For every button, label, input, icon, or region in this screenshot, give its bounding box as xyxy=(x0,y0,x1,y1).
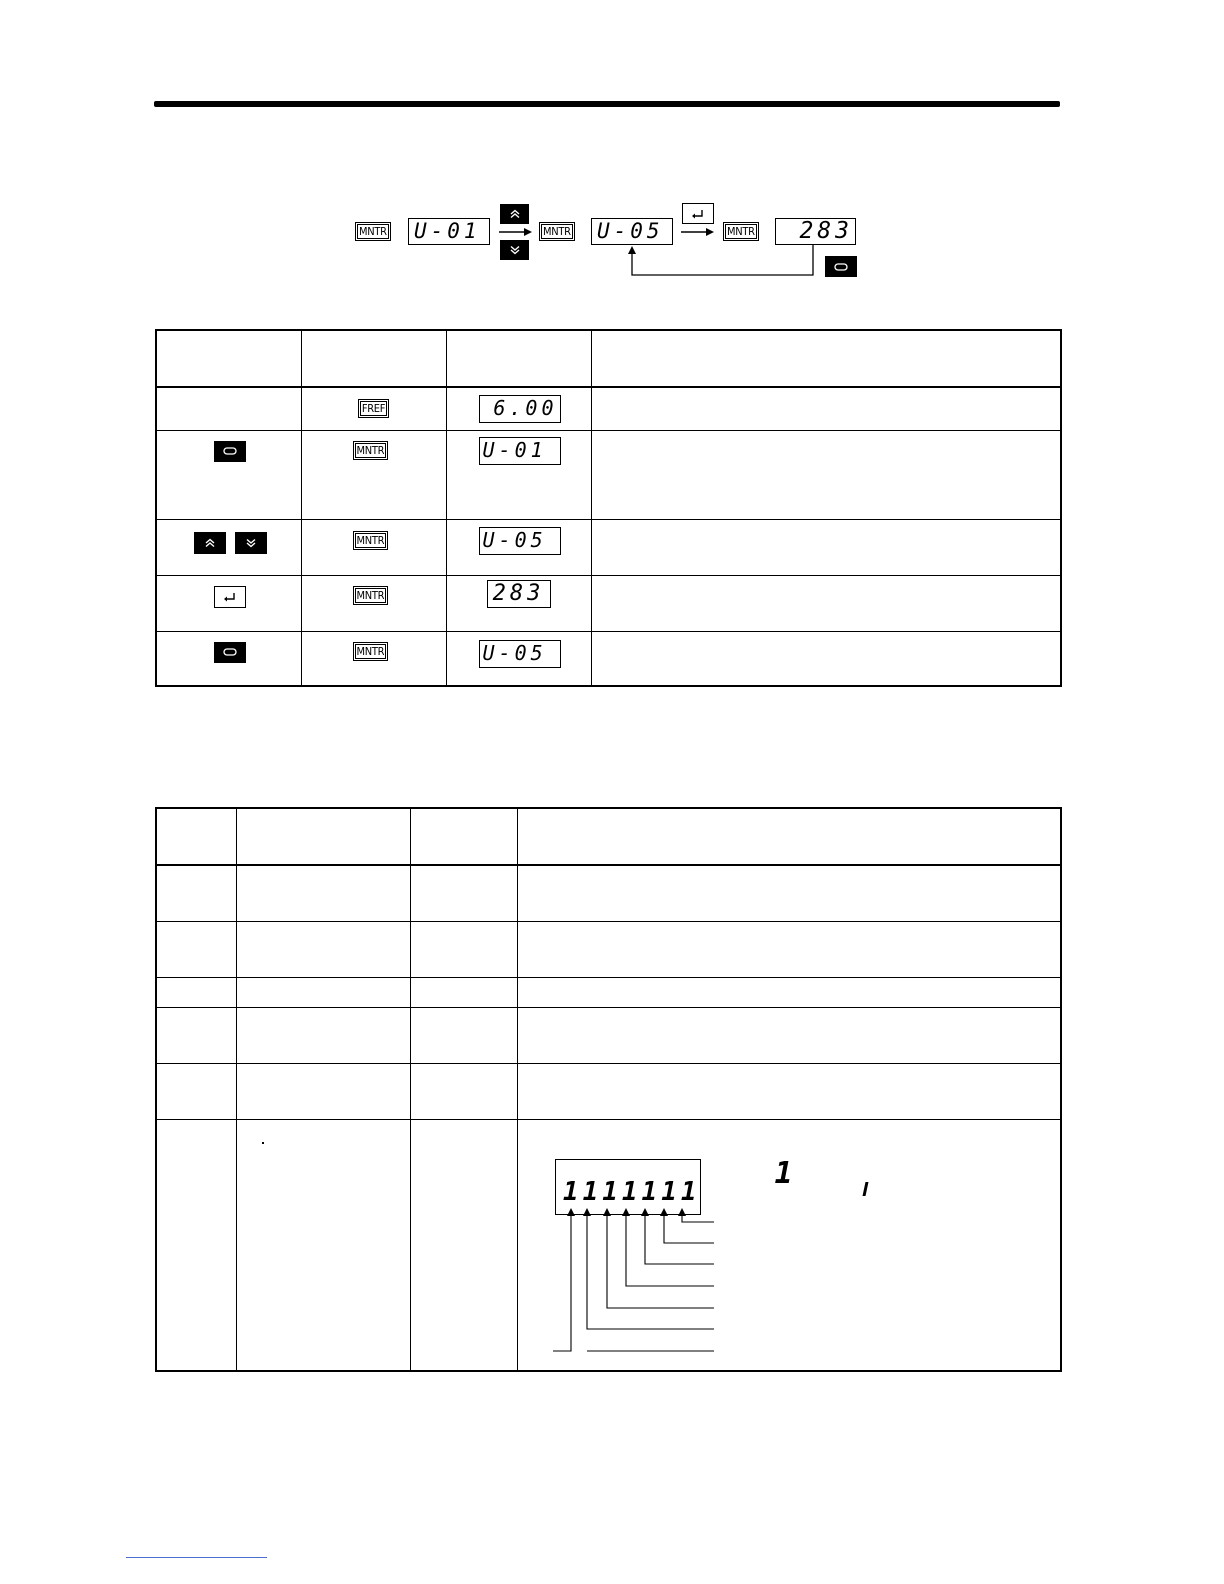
mntr-indicator: MNTR xyxy=(543,225,571,238)
table-row xyxy=(156,1063,1061,1119)
table-row xyxy=(156,977,1061,1007)
mntr-indicator: MNTR xyxy=(356,644,385,658)
operation-table xyxy=(155,329,1062,687)
double-chevron-up-icon xyxy=(204,538,216,548)
return-arrow xyxy=(626,244,816,278)
table-row xyxy=(156,575,1061,631)
status-bits: 1111111 xyxy=(562,1176,701,1207)
header-cell xyxy=(236,808,410,865)
lcd-display: U-05 xyxy=(591,218,673,245)
mntr-indicator: MNTR xyxy=(356,588,385,602)
dsp-icon xyxy=(223,447,237,455)
enter-icon xyxy=(223,592,237,602)
table-row xyxy=(156,921,1061,977)
header-cell xyxy=(591,330,1061,387)
up-key[interactable] xyxy=(194,532,226,554)
mntr-indicator: MNTR xyxy=(359,225,387,238)
table-row xyxy=(156,387,1061,430)
up-key[interactable] xyxy=(500,204,529,224)
lcd-display: U-05 xyxy=(479,640,561,668)
dsp-icon xyxy=(834,263,848,271)
header-cell xyxy=(156,808,236,865)
dsp-icon xyxy=(223,648,237,656)
dot-mark xyxy=(262,1142,264,1144)
lcd-display: 283 xyxy=(487,580,551,608)
dsp-key[interactable] xyxy=(214,642,246,663)
double-chevron-down-icon xyxy=(245,538,257,548)
lcd-display: U-05 xyxy=(479,527,561,555)
down-key[interactable] xyxy=(500,240,529,260)
lcd-display: 6.00 xyxy=(479,395,561,423)
mntr-indicator: MNTR xyxy=(356,443,385,457)
enter-key[interactable] xyxy=(682,203,714,224)
dsp-key[interactable] xyxy=(214,441,246,462)
table-row xyxy=(156,865,1061,921)
header-cell xyxy=(517,808,1061,865)
table-row xyxy=(156,1119,1061,1371)
enter-icon xyxy=(691,209,705,219)
footer-link-underline[interactable] xyxy=(126,1557,267,1558)
mntr-indicator: MNTR xyxy=(356,533,385,547)
fref-indicator: FREF xyxy=(361,402,386,416)
lcd-display: U-01 xyxy=(479,437,561,465)
mntr-indicator: MNTR xyxy=(727,225,755,238)
table-row xyxy=(156,430,1061,519)
bit-leader-lines xyxy=(548,1206,720,1366)
dsp-key[interactable] xyxy=(825,256,857,277)
enter-key[interactable] xyxy=(214,586,246,608)
down-key[interactable] xyxy=(235,532,267,554)
header-cell xyxy=(301,330,446,387)
lcd-display: 283 xyxy=(775,218,856,245)
arrow-right-icon xyxy=(680,226,716,238)
table-row xyxy=(156,631,1061,686)
lcd-display: U-01 xyxy=(408,218,490,245)
table-row xyxy=(156,519,1061,575)
header-cell xyxy=(410,808,517,865)
arrow-right-icon xyxy=(498,226,534,238)
monitor-items-table xyxy=(155,807,1062,1372)
double-chevron-down-icon xyxy=(509,245,521,255)
header-cell xyxy=(446,330,591,387)
double-chevron-up-icon xyxy=(509,209,521,219)
bit-legend-off xyxy=(862,1182,868,1196)
top-rule xyxy=(154,101,1060,107)
bit-legend-on: 1 xyxy=(774,1155,793,1191)
table-row xyxy=(156,1007,1061,1063)
header-cell xyxy=(156,330,301,387)
